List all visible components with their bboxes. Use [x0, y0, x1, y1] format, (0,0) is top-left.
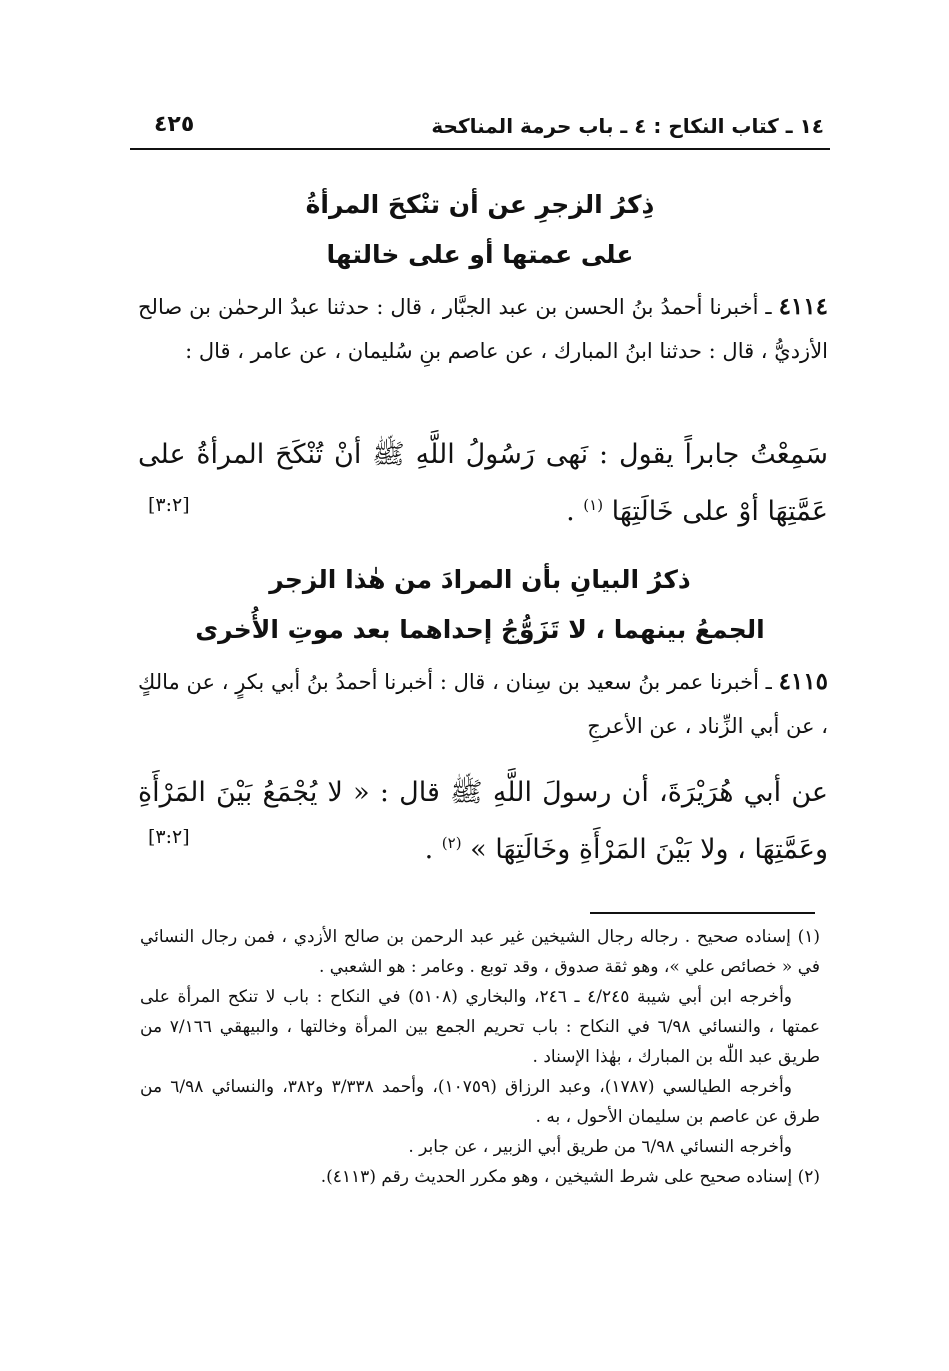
footnotes: [140, 922, 820, 1192]
hadith-number: ٤١١٤: [778, 293, 828, 320]
hadith-4115-isnad: [138, 660, 828, 748]
page-number: ٤٢٥: [154, 112, 195, 137]
section-heading-2: [130, 555, 830, 655]
ibn-hibban-reference: [٣:٢]: [148, 826, 190, 848]
matn-end: .: [424, 834, 434, 865]
section-heading-2-line2: الجمعُ بينهما ، لا تَزَوُّجُ إحداهما بعد موتِ الأُخرى: [195, 615, 765, 644]
footnote-1-takhrij-3: وأخرجه النسائي ٦/٩٨ من طريق أبي الزبير ، عن جابر .: [408, 1137, 792, 1157]
hadith-number: ٤١١٥: [778, 668, 828, 695]
footnote-marker-2: (٢): [441, 834, 462, 852]
matn-text: عن أبي هُرَيْرَةَ، أن رسولَ اللَّهِ ﷺ قال : « لا يُجْمَعُ بَيْنَ المَرْأَةِ وعَمَّتِهَا ، ولا بَيْنَ المَرْأَةِ وخَالَتِهَا »: [138, 777, 828, 865]
footnote-1-takhrij-1: وأخرجه ابن أبي شيبة ٤/٢٤٥ ـ ٢٤٦، والبخاري (٥١٠٨) في النكاح : باب لا تنكح المرأة على عمتها ، والنسائي ٦/٩٨ في النكاح : باب تحريم الجمع بين المرأة وخالتها ، والبيهقي ٧/١٦٦ من طريق عبد اللّٰه بن المبارك ، بهٰذا الإسناد .: [140, 987, 820, 1067]
isnad-text: ـ أخبرنا أحمدُ بنُ الحسن بن عبد الجبَّار ، قال : حدثنا عبدُ الرحمٰن بن صالح الأزديُّ ، قال : حدثنا ابنُ المبارك ، عن عاصم بنِ سُليمان ، عن عامر ، قال :: [138, 295, 828, 363]
section-heading-1-line1: ذِكرُ الزجرِ عن أن تنْكحَ المرأةُ: [305, 190, 655, 219]
ibn-hibban-reference: [٣:٢]: [148, 494, 190, 516]
footnote-marker-1: (١): [583, 496, 604, 514]
section-heading-1-line2: على عمتها أو على خالتها: [326, 240, 634, 269]
page-header: [130, 108, 830, 150]
footnote-1-takhrij-2: وأخرجه الطيالسي (١٧٨٧)، وعبد الرزاق (١٠٧٥٩)، وأحمد ٣/٣٣٨ و٣٨٢، والنسائي ٦/٩٨ من طرق عن عاصم بن سليمان الأحول ، به .: [140, 1077, 820, 1127]
footnote-separator: [590, 912, 815, 914]
section-heading-2-line1: ذكرُ البيانِ بأن المرادَ من هٰذا الزجر: [269, 565, 691, 594]
isnad-text: ـ أخبرنا عمر بنُ سعيد بن سِنان ، قال : أخبرنا أحمدُ بنُ أبي بكرٍ ، عن مالكٍ ، عن أبي الزِّناد ، عن الأعرجِ: [138, 670, 828, 738]
footnote-2: (٢) إسناده صحيح على شرط الشيخين ، وهو مكرر الحديث رقم (٤١١٣).: [320, 1167, 820, 1187]
hadith-4114-matn: [138, 430, 828, 537]
section-heading-1: [130, 180, 830, 280]
hadith-4115-matn: [138, 768, 828, 875]
matn-end: .: [566, 496, 575, 527]
hadith-4114-isnad: [138, 285, 828, 373]
running-title: ١٤ ـ كتاب النكاح : ٤ ـ باب حرمة المناكحة: [431, 114, 824, 138]
footnote-1: (١) إسناده صحيح . رجاله رجال الشيخين غير عبد الرحمن بن صالح الأزدي ، فمن رجال النسائي في « خصائص علي »، وهو ثقة صدوق ، وقد توبع . وعامر : هو الشعبي .: [140, 927, 820, 977]
matn-text: سَمِعْتُ جابراً يقول : نَهى رَسُولُ اللَّهِ ﷺ أنْ تُنْكَحَ المرأةُ على عَمَّتِهَا أوْ على خَالَتِهَا: [138, 439, 828, 527]
